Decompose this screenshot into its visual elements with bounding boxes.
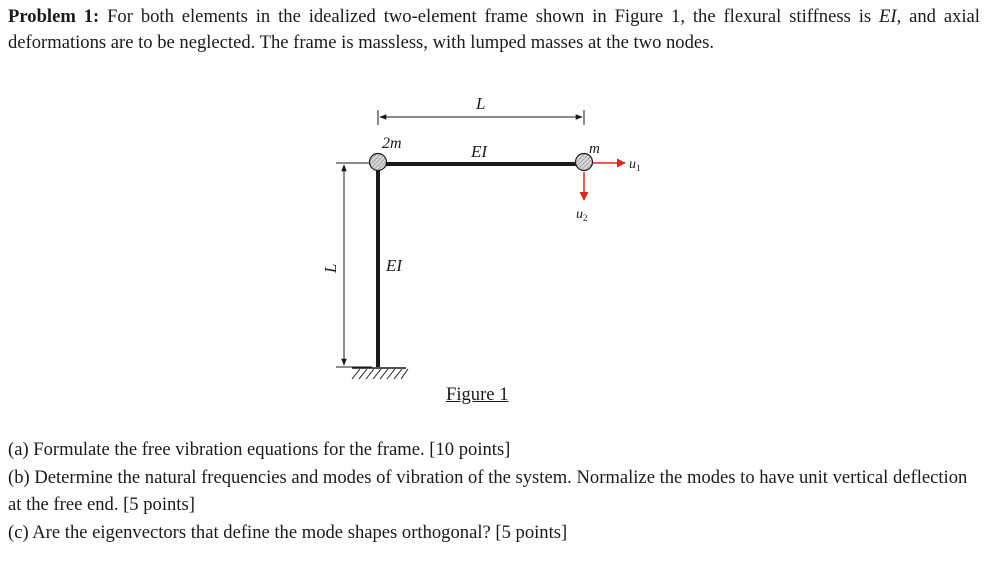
problem-label: Problem 1: [8,6,100,27]
u1-subscript: 1 [636,163,641,173]
question-b: (b) Determine the natural frequencies and modes of vibration of the system. Normalize the modes to have unit vertical deflection at the free end. [5 points] [8,466,968,515]
u2-subscript: 2 [583,213,588,223]
mass-left-label: 2m [382,135,402,152]
problem-text-part1: For both elements in the idealized two-element frame shown in Figure 1, the flexural stiffness is [99,6,879,27]
u2-label: $u_2$ [576,207,588,223]
mass-right-label: m [589,141,600,157]
left-dimension [336,163,372,367]
left-length-label: L [321,263,340,273]
top-length-label: L [476,94,486,113]
figure-caption: Figure 1 [446,384,509,405]
question-list [8,436,968,546]
problem-text-part2: , and axial deformations are to be neglected. The frame is massless, with lumped masses at the two nodes. [8,6,980,53]
u1-label: $u_1$ [629,157,641,173]
question-a: (a) Formulate the free vibration equations for the frame. [10 points] [8,439,511,460]
problem-ei: EI [879,6,897,27]
fixed-support [352,368,408,379]
mass-node-left [370,154,387,171]
column-stiffness-label: EI [386,256,403,275]
question-c: (c) Are the eigenvectors that define the mode shapes orthogonal? [5 points] [8,521,568,543]
beam-stiffness-label: EI [471,142,488,161]
